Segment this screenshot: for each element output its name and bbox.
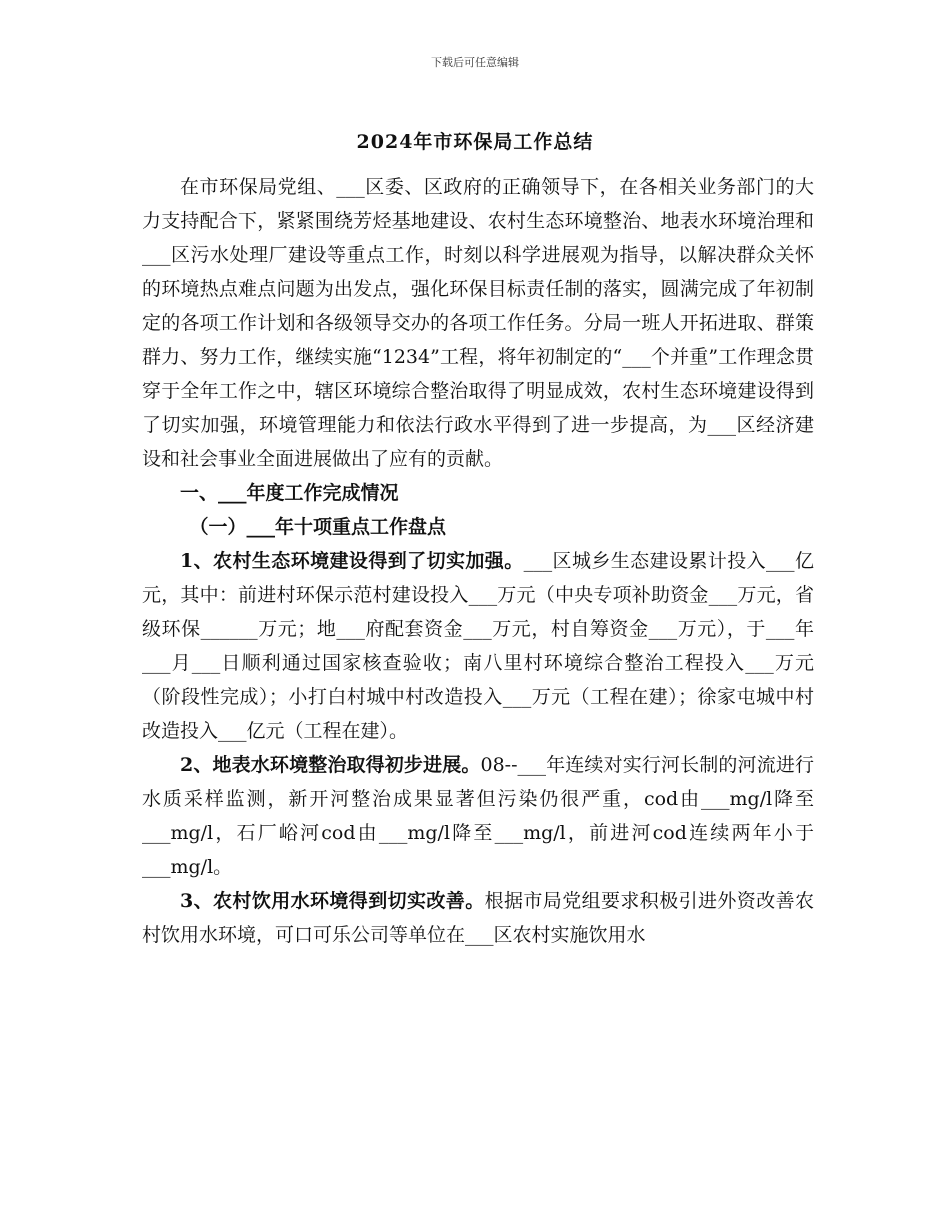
section-heading-2: （一）___年十项重点工作盘点 bbox=[189, 516, 447, 538]
item-2-paragraph bbox=[142, 748, 814, 884]
item-1-lead: 1、农村生态环境建设得到了切实加强。 bbox=[180, 550, 524, 572]
item-3-body: 根据市局党组要求积极引进外资改善农村饮用水环境，可口可乐公司等单位在___区农村实施饮用水 bbox=[142, 890, 814, 946]
section-heading-1: 一、___年度工作完成情况 bbox=[180, 482, 399, 504]
item-1-body: ___区城乡生态建设累计投入___亿元，其中：前进村环保示范村建设投入___万元（中央专项补助资金___万元，省级环保______万元；地___府配套资金___万元，村自筹资金___万元），于___年___月___日顺利通过国家核查验收；南八里村环境综合整治工程投入___万元（阶段性完成）；小打白村城中村改造投入___万元（工程在建）；徐家屯城中村改造投入___亿元（工程在建）。 bbox=[142, 550, 814, 742]
document-body bbox=[142, 170, 814, 952]
page-header-note: 下载后可任意编辑 bbox=[431, 56, 519, 69]
item-3-lead: 3、农村饮用水环境得到切实改善。 bbox=[180, 890, 485, 912]
item-1-paragraph bbox=[142, 544, 814, 748]
document-title: 2024年市环保局工作总结 bbox=[356, 131, 594, 153]
item-2-lead: 2、地表水环境整治取得初步进展。 bbox=[180, 754, 481, 776]
item-2-body: 08--___年连续对实行河长制的河流进行水质采样监测，新开河整治成果显著但污染仍很严重，cod由___mg/l降至___mg/l，石厂峪河cod由___mg/l降至___mg/l，前进河cod连续两年小于___mg/l。 bbox=[142, 754, 814, 878]
intro-paragraph: 在市环保局党组、___区委、区政府的正确领导下，在各相关业务部门的大力支持配合下，紧紧围绕芳烃基地建设、农村生态环境整治、地表水环境治理和___区污水处理厂建设等重点工作，时刻以科学进展观为指导，以解决群众关怀的环境热点难点问题为出发点，强化环保目标责任制的落实，圆满完成了年初制定的各项工作计划和各级领导交办的各项工作任务。分局一班人开拓进取、群策群力、努力工作，继续实施“1234”工程，将年初制定的“___个并重”工作理念贯穿于全年工作之中，辖区环境综合整治取得了明显成效，农村生态环境建设得到了切实加强，环境管理能力和依法行政水平得到了进一步提高，为___区经济建设和社会事业全面进展做出了应有的贡献。 bbox=[142, 176, 814, 470]
item-3-paragraph bbox=[142, 884, 814, 952]
